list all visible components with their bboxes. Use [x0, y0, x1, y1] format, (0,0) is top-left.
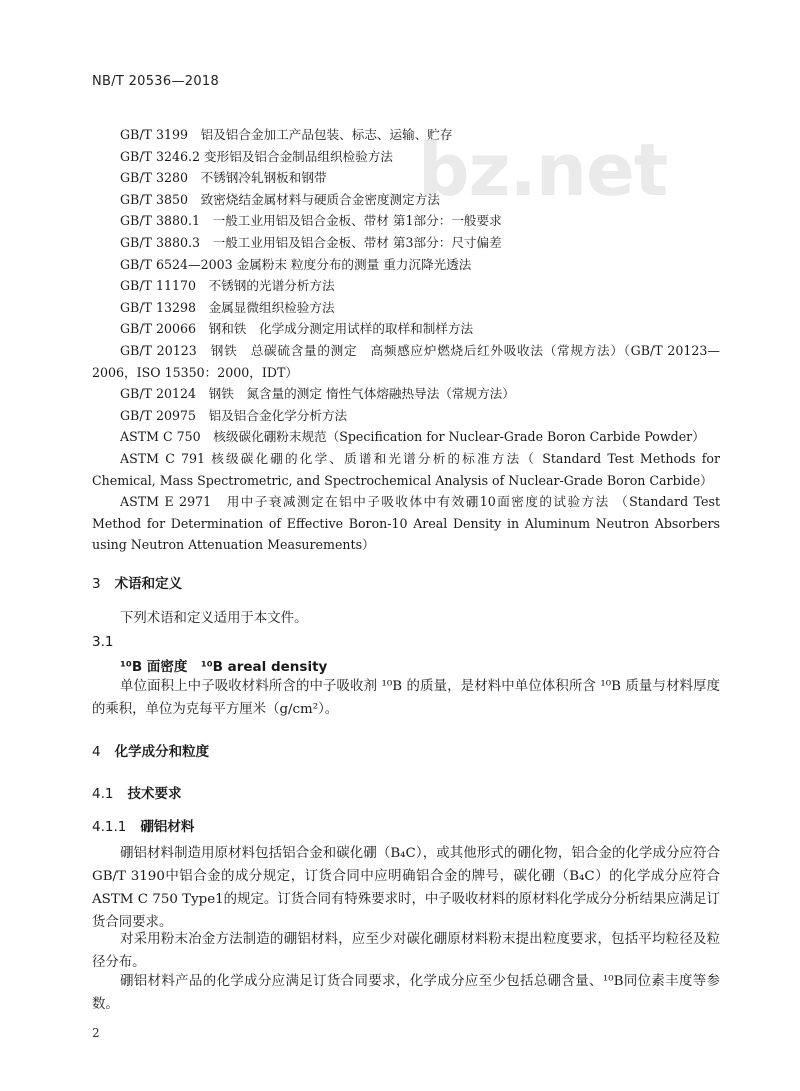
section-title: 化学成分和粒度	[114, 744, 210, 760]
reference-item: GB/T 13298 金属显微组织检验方法	[120, 299, 335, 315]
section-3-heading	[92, 572, 182, 592]
section-number: 3	[92, 576, 101, 592]
reference-item: GB/T 3246.2 变形铝及铝合金制品组织检验方法	[120, 148, 393, 164]
term-definition: 单位面积上中子吸收材料所含的中子吸收剂 ¹⁰B 的质量，是材料中单位体积所含 ¹⁰B 质量与材料厚度的乘积，单位为克每平方厘米（g/cm²）。	[92, 679, 720, 717]
reference-item: GB/T 20975 铝及铝合金化学分析方法	[120, 407, 348, 423]
paragraph-chemical-composition: 硼铝材料产品的化学成分应满足订货合同要求，化学成分应至少包括总硼含量、¹⁰B同位素丰度等参数。	[92, 974, 720, 1012]
normative-references-list	[0, 124, 800, 556]
term-entry: ¹⁰B 面密度 ¹⁰B areal density	[120, 659, 328, 675]
reference-item: GB/T 3280 不锈钢冷轧钢板和钢带	[120, 170, 327, 186]
subsection-4-1-1-heading	[92, 815, 194, 835]
subsection-4-1-heading	[92, 782, 181, 802]
reference-item: GB/T 3199 铝及铝合金加工产品包装、标志、运输、贮存	[120, 127, 453, 142]
reference-item: GB/T 20066 钢和铁 化学成分测定用试样的取样和制样方法	[120, 321, 474, 337]
standard-number-header: NB/T 20536—2018	[92, 74, 220, 89]
page-number: 2	[92, 1026, 100, 1040]
section-3-intro: 下列术语和定义适用于本文件。	[120, 611, 308, 626]
reference-item: ASTM E 2971 用中子衰减测定在铝中子吸收体中有效硼10面密度的试验方法 （Standard Test Method for Determination of Effective Boron-10 Areal Density in Aluminum Neutron Absorbers using Neutron Attenuation Measurements）	[92, 494, 720, 553]
subsection-number: 4.1	[92, 786, 114, 802]
section-number: 4	[92, 744, 101, 760]
reference-item: GB/T 3880.3 一般工业用铝及铝合金板、带材 第3部分：尺寸偏差	[120, 234, 502, 250]
watermark: bz.net	[418, 128, 668, 212]
subsection-number: 4.1.1	[92, 819, 127, 835]
clause-number: 3.1	[92, 634, 114, 650]
reference-item: GB/T 3850 致密烧结金属材料与硬质合金密度测定方法	[120, 191, 440, 207]
reference-item: GB/T 20124 钢铁 氮含量的测定 惰性气体熔融热导法（常规方法）	[120, 386, 515, 402]
paragraph-raw-materials: 硼铝材料制造用原材料包括铝合金和碳化硼（B₄C），或其他形式的硼化物，铝合金的化学成分应符合GB/T 3190中铝合金的成分规定，订货合同中应明确铝合金的牌号，碳化硼（B₄C）的化学成分应符合ASTM C 750 Type1的规定。订货合同有特殊要求时，中子吸收材料的原材料化学成分分析结果应满足订货合同要求。	[92, 846, 720, 930]
reference-item: ASTM C 791 核级碳化硼的化学、质谱和光谱分析的标准方法（ Standard Test Methods for Chemical, Mass Spectrometric, and Spectrochemical Analysis of Nuclear-Grade Boron Carbide）	[92, 450, 720, 488]
reference-item: ASTM C 750 核级碳化硼粉末规范（Specification for Nuclear-Grade Boron Carbide Powder）	[120, 429, 705, 445]
paragraph-particle-size: 对采用粉末冶金方法制造的硼铝材料，应至少对碳化硼原材料粉末提出粒度要求，包括平均粒径及粒径分布。	[92, 932, 720, 970]
reference-item: GB/T 3880.1 一般工业用铝及铝合金板、带材 第1部分：一般要求	[120, 213, 502, 229]
section-4-heading	[92, 740, 209, 760]
subsection-title: 硼铝材料	[140, 819, 195, 835]
reference-item: GB/T 11170 不锈钢的光谱分析方法	[120, 278, 335, 294]
reference-item: GB/T 20123 钢铁 总碳硫含量的测定 高频感应炉燃烧后红外吸收法（常规方法）（GB/T 20123—2006，ISO 15350：2000，IDT）	[92, 342, 720, 380]
section-title: 术语和定义	[114, 576, 183, 592]
reference-item: GB/T 6524—2003 金属粉末 粒度分布的测量 重力沉降光透法	[120, 256, 472, 272]
subsection-title: 技术要求	[127, 786, 182, 802]
clause-3-1-heading	[92, 634, 127, 650]
